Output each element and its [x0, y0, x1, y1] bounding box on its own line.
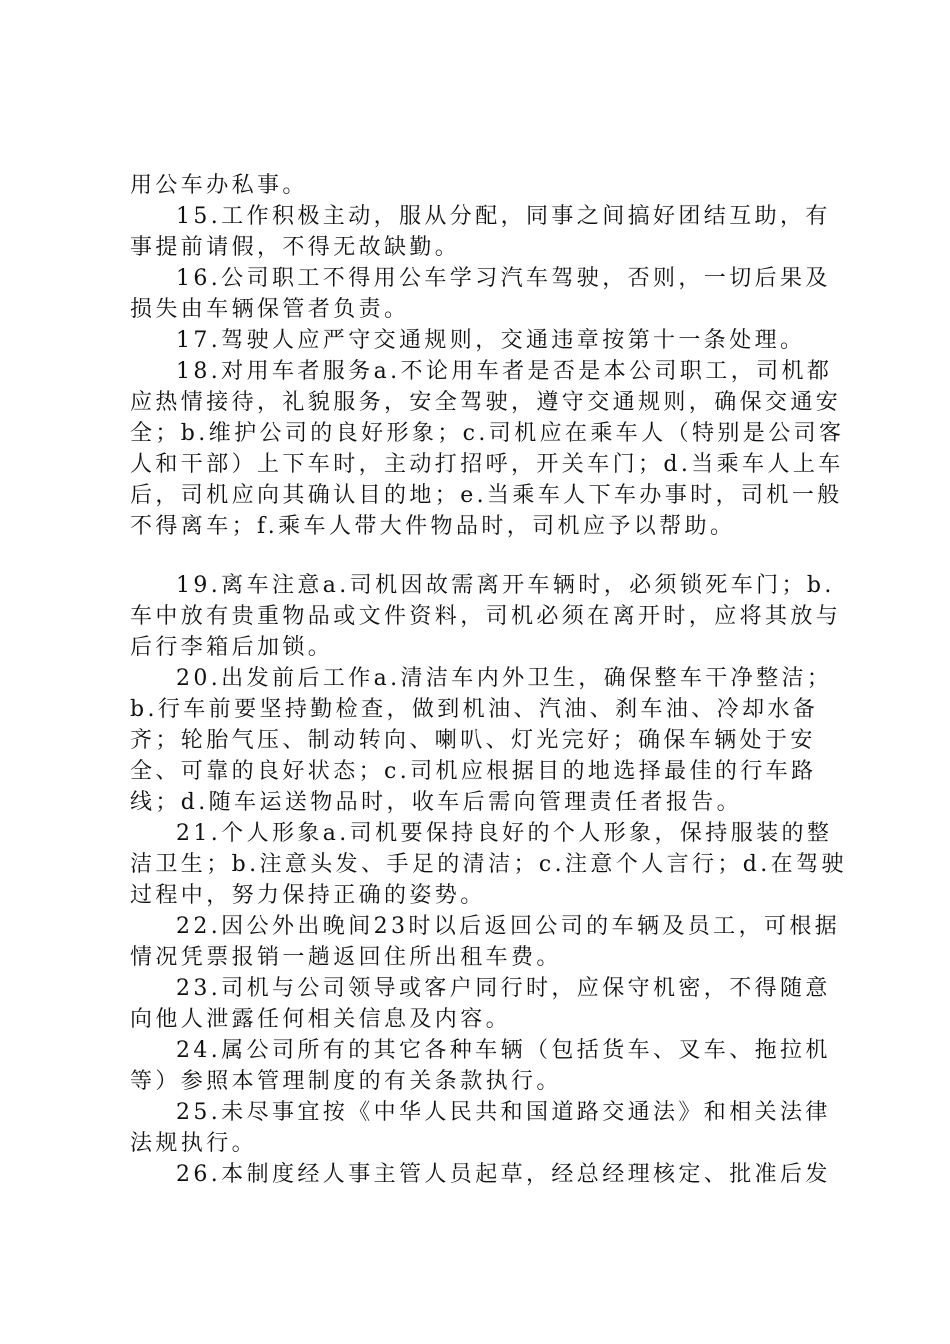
- paragraph-item-15: 15.工作积极主动，服从分配，同事之间搞好团结互助，有事提前请假，不得无故缺勤。: [130, 204, 831, 260]
- paragraph-item-22: 22.因公外出晚间23时以后返回公司的车辆及员工，可根据情况凭票报销一趟返回住所出租车费。: [130, 914, 841, 970]
- paragraph-item-21: 21.个人形象a.司机要保持良好的个人形象，保持服装的整洁卫生；b.注意头发、手足的清洁；c.注意个人言行；d.在驾驶过程中，努力保持正确的姿势。: [130, 821, 847, 908]
- paragraph-item-23: 23.司机与公司领导或客户同行时，应保守机密，不得随意向他人泄露任何相关信息及内容。: [130, 976, 831, 1032]
- paragraph-item-26: 26.本制度经人事主管人员起草，经总经理核定、批准后发: [176, 1162, 831, 1187]
- paragraph-item-24: 24.属公司所有的其它各种车辆（包括货车、叉车、拖拉机等）参照本管理制度的有关条款执行。: [130, 1038, 831, 1094]
- document-body: [130, 170, 850, 1190]
- paragraph-item-19: 19.离车注意a.司机因故需离开车辆时，必须锁死车门；b.车中放有贵重物品或文件资料，司机必须在离开时，应将其放与后行李箱后加锁。: [130, 573, 842, 660]
- paragraph-item-20: 20.出发前后工作a.清洁车内外卫生，确保整车干净整洁；b.行车前要坚持勤检查，做到机油、汽油、刹车油、冷却水备齐；轮胎气压、制动转向、喇叭、灯光完好；确保车辆处于安全、可靠的良好状态；c.司机应根据目的地选择最佳的行车路线；d.随车运送物品时，收车后需向管理责任者报告。: [130, 666, 833, 815]
- paragraph-item-17: 17.驾驶人应严守交通规则，交通违章按第十一条处理。: [176, 328, 806, 353]
- paragraph-continuation: 用公车办私事。: [130, 173, 308, 198]
- paragraph-item-25: 25.未尽事宜按《中华人民共和国道路交通法》和相关法律法规执行。: [130, 1100, 831, 1156]
- paragraph-item-18: 18.对用车者服务a.不论用车者是否是本公司职工，司机都应热情接待，礼貌服务，安全驾驶，遵守交通规则，确保交通安全；b.维护公司的良好形象；c.司机应在乘车人（特别是公司客人和干部）上下车时，主动打招呼，开关车门；d.当乘车人上车后，司机应向其确认目的地；e.当乘车人下车办事时，司机一般不得离车；f.乘车人带大件物品时，司机应予以帮助。: [130, 359, 845, 539]
- paragraph-item-16: 16.公司职工不得用公车学习汽车驾驶，否则，一切后果及损失由车辆保管者负责。: [130, 266, 831, 322]
